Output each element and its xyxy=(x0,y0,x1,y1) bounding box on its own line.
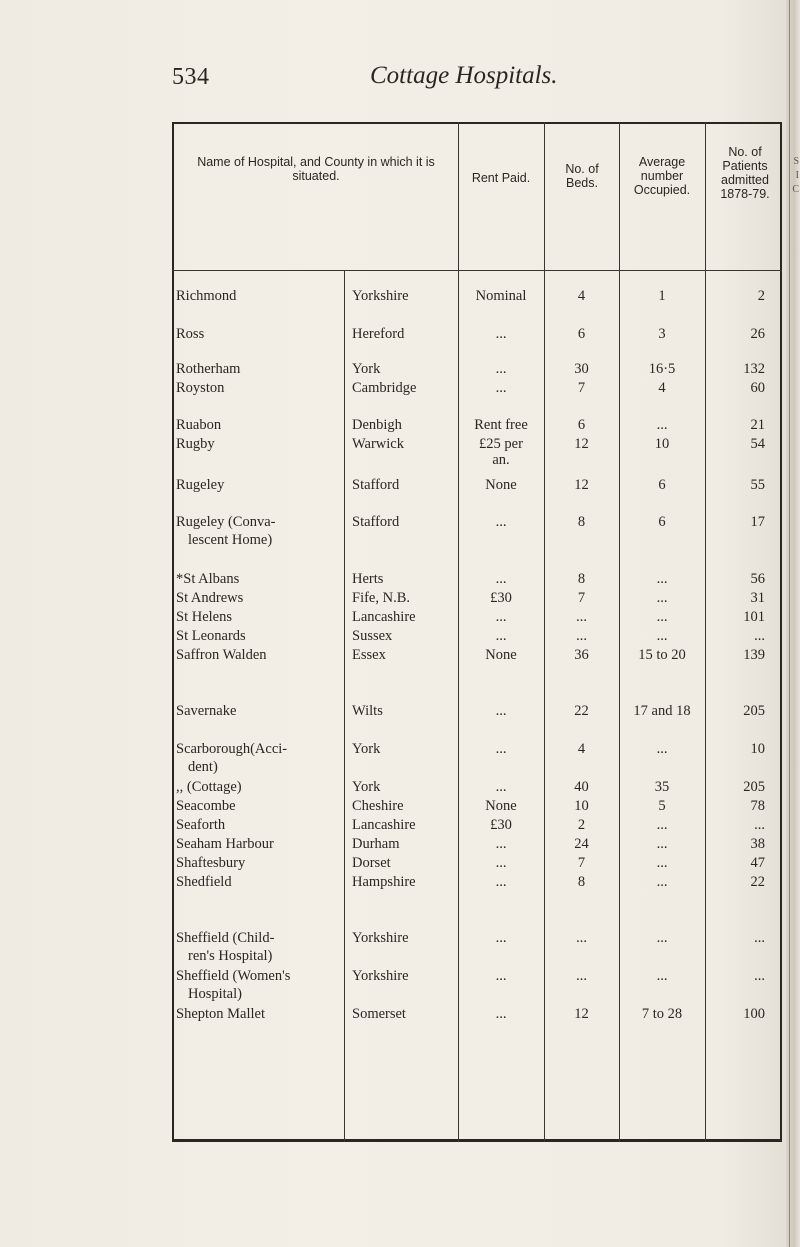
beds: 12 xyxy=(574,1006,589,1022)
patients-admitted: 21 xyxy=(750,417,765,433)
rent-paid: ... xyxy=(495,1006,507,1022)
beds: 40 xyxy=(574,779,589,795)
beds: ... xyxy=(576,968,587,984)
county: Cheshire xyxy=(352,798,404,814)
patients-admitted: 10 xyxy=(750,741,765,757)
average-occupied: 10 xyxy=(654,436,670,452)
rent-paid: ... xyxy=(495,609,507,625)
beds: ... xyxy=(576,628,587,644)
county: Sussex xyxy=(352,628,393,644)
patients-admitted: 132 xyxy=(743,361,765,377)
patients-admitted: ... xyxy=(754,930,765,946)
hospital-name: Rugeley (Conva- xyxy=(176,514,276,530)
county: Wilts xyxy=(352,703,383,719)
patients-admitted: 54 xyxy=(750,436,765,452)
table-row xyxy=(0,968,800,986)
average-occupied: 4 xyxy=(658,380,666,396)
hospital-name-continued: lescent Home) xyxy=(188,532,273,548)
hospital-name: *St Albans xyxy=(176,571,240,587)
table-row xyxy=(0,874,800,892)
hospital-name: Seacombe xyxy=(176,798,236,814)
average-occupied: ... xyxy=(656,930,668,946)
beds: 24 xyxy=(574,836,589,852)
table-row xyxy=(0,647,800,665)
hospital-name: Scarborough(Acci- xyxy=(176,741,288,757)
table-row xyxy=(0,326,800,344)
county: Denbigh xyxy=(352,417,402,433)
patients-admitted: 17 xyxy=(750,514,765,530)
table-row xyxy=(0,361,800,379)
hospital-name: Sheffield (Women's xyxy=(176,968,291,984)
county: York xyxy=(352,741,381,757)
hospital-name-continued: dent) xyxy=(188,759,218,775)
county: Warwick xyxy=(352,436,404,452)
average-occupied: ... xyxy=(656,836,668,852)
county: Yorkshire xyxy=(352,968,409,984)
table-row xyxy=(0,609,800,627)
rent-paid: ... xyxy=(495,703,507,719)
table-row xyxy=(0,477,800,495)
patients-admitted: ... xyxy=(754,817,765,833)
average-occupied: 1 xyxy=(658,288,666,304)
rent-paid: £30 xyxy=(490,590,512,606)
hospital-name: Richmond xyxy=(176,288,237,304)
county: York xyxy=(352,779,381,795)
beds: 36 xyxy=(574,647,589,663)
hospital-name: St Helens xyxy=(176,609,232,625)
hospital-name: Rugeley xyxy=(176,477,225,493)
average-occupied: 15 to 20 xyxy=(638,647,686,663)
table-row xyxy=(0,628,800,646)
beds: 8 xyxy=(577,514,586,530)
hospital-name: Rugby xyxy=(176,436,215,452)
county: Yorkshire xyxy=(352,288,409,304)
patients-admitted: 2 xyxy=(757,288,765,304)
running-title: Cottage Hospitals. xyxy=(370,62,558,89)
hospital-name: Ruabon xyxy=(176,417,222,433)
table-row xyxy=(0,571,800,589)
table-row xyxy=(0,798,800,816)
hospital-name: Shepton Mallet xyxy=(176,1006,266,1022)
rent-paid: ... xyxy=(495,571,507,587)
margin-bleed-letter: I xyxy=(795,170,799,181)
rent-paid: None xyxy=(485,647,517,663)
beds: 8 xyxy=(577,571,586,587)
average-occupied: ... xyxy=(656,571,668,587)
rent-paid: £30 xyxy=(490,817,512,833)
header-divider xyxy=(172,270,782,271)
rent-paid: ... xyxy=(495,779,507,795)
average-occupied: 17 and 18 xyxy=(633,703,691,719)
margin-bleed-letter: C xyxy=(792,184,799,195)
county: Yorkshire xyxy=(352,930,409,946)
rent-paid: ... xyxy=(495,380,507,396)
patients-admitted: 38 xyxy=(750,836,765,852)
rent-paid: Nominal xyxy=(475,288,527,304)
patients-admitted: 139 xyxy=(743,647,765,663)
county: Somerset xyxy=(352,1006,406,1022)
average-occupied: ... xyxy=(656,741,668,757)
patients-admitted: 47 xyxy=(750,855,765,871)
rent-paid: ... xyxy=(495,930,507,946)
page-number: 534 xyxy=(172,64,210,90)
rent-paid: Rent free xyxy=(474,417,528,433)
hospital-name: Royston xyxy=(176,380,225,396)
average-occupied: ... xyxy=(656,855,668,871)
county: Cambridge xyxy=(352,380,417,396)
average-occupied: 6 xyxy=(658,477,666,493)
hospital-name: Ross xyxy=(176,326,205,342)
average-occupied: 5 xyxy=(658,798,666,814)
patients-admitted: 22 xyxy=(750,874,765,890)
hospital-name-continued: Hospital) xyxy=(188,986,242,1002)
hospital-name: Sheffield (Child- xyxy=(176,930,275,946)
average-occupied: 3 xyxy=(658,326,666,342)
table-row xyxy=(0,703,800,721)
table-row xyxy=(0,288,800,306)
beds: 30 xyxy=(574,361,589,377)
table-row xyxy=(0,930,800,948)
table-row xyxy=(0,836,800,854)
beds: 4 xyxy=(577,288,586,304)
county: Lancashire xyxy=(352,817,416,833)
header-occupied: Average number Occupied. xyxy=(633,155,691,197)
beds: 6 xyxy=(577,417,586,433)
header-admitted: No. of Patients admitted 1878-79. xyxy=(720,145,770,201)
county: Durham xyxy=(352,836,400,852)
rent-paid-continued: an. xyxy=(492,452,510,468)
patients-admitted: 205 xyxy=(743,779,765,795)
header-name-county: Name of Hospital, and County in which it is situated. xyxy=(197,155,435,183)
table-row xyxy=(0,380,800,398)
county: Herts xyxy=(352,571,384,587)
beds: 8 xyxy=(577,874,586,890)
table-row xyxy=(0,855,800,873)
patients-admitted: 31 xyxy=(750,590,765,606)
beds: 6 xyxy=(577,326,586,342)
rent-paid: ... xyxy=(495,361,507,377)
county: Hampshire xyxy=(352,874,416,890)
average-occupied: ... xyxy=(656,817,668,833)
average-occupied: ... xyxy=(656,609,668,625)
rent-paid: ... xyxy=(495,326,507,342)
county: Hereford xyxy=(352,326,405,342)
beds: 7 xyxy=(577,380,586,396)
hospital-name-continued: ren's Hospital) xyxy=(188,948,273,964)
table-row xyxy=(0,779,800,797)
table-row xyxy=(0,1006,800,1024)
hospital-name: Rotherham xyxy=(176,361,241,377)
beds: 2 xyxy=(577,817,586,833)
margin-bleed-letter: S xyxy=(793,156,799,167)
county: Essex xyxy=(352,647,386,663)
hospital-name: Shaftesbury xyxy=(176,855,246,871)
rent-paid: ... xyxy=(495,514,507,530)
beds: ... xyxy=(576,609,587,625)
table-row xyxy=(0,514,800,532)
patients-admitted: 205 xyxy=(743,703,765,719)
patients-admitted: 56 xyxy=(750,571,765,587)
patients-admitted: 100 xyxy=(743,1006,765,1022)
rent-paid: ... xyxy=(495,968,507,984)
average-occupied: ... xyxy=(656,417,668,433)
patients-admitted: 101 xyxy=(743,609,765,625)
county: Lancashire xyxy=(352,609,416,625)
table-row xyxy=(0,817,800,835)
hospital-name: St Leonards xyxy=(176,628,246,644)
rent-paid: None xyxy=(485,798,517,814)
average-occupied: 7 to 28 xyxy=(641,1006,683,1022)
table-row xyxy=(0,590,800,608)
beds: 10 xyxy=(574,798,589,814)
beds: 7 xyxy=(577,855,586,871)
beds: 22 xyxy=(574,703,589,719)
average-occupied: 6 xyxy=(658,514,666,530)
hospital-name: ,, (Cottage) xyxy=(176,779,242,795)
county: Stafford xyxy=(352,514,400,530)
table-row xyxy=(0,741,800,759)
beds: 4 xyxy=(577,741,586,757)
hospital-name: Seaforth xyxy=(176,817,226,833)
hospital-name: Saffron Walden xyxy=(176,647,267,663)
average-occupied: 35 xyxy=(654,779,670,795)
average-occupied: ... xyxy=(656,628,668,644)
patients-admitted: 60 xyxy=(750,380,765,396)
county: Fife, N.B. xyxy=(352,590,410,606)
average-occupied: ... xyxy=(656,590,668,606)
hospital-name: Shedfield xyxy=(176,874,232,890)
rent-paid: ... xyxy=(495,741,507,757)
beds: 7 xyxy=(577,590,586,606)
rent-paid: ... xyxy=(495,874,507,890)
rent-paid: ... xyxy=(495,628,507,644)
rent-paid: £25 per xyxy=(479,436,523,452)
rent-paid: ... xyxy=(495,836,507,852)
county: Dorset xyxy=(352,855,391,871)
table-row xyxy=(0,417,800,435)
header-beds: No. of Beds. xyxy=(565,162,599,190)
county: York xyxy=(352,361,381,377)
patients-admitted: 78 xyxy=(750,798,765,814)
header-rent: Rent Paid. xyxy=(471,171,531,185)
rent-paid: ... xyxy=(495,855,507,871)
patients-admitted: 55 xyxy=(750,477,765,493)
average-occupied: ... xyxy=(656,968,668,984)
patients-admitted: ... xyxy=(754,628,765,644)
beds: ... xyxy=(576,930,587,946)
beds: 12 xyxy=(574,436,589,452)
patients-admitted: ... xyxy=(754,968,765,984)
beds: 12 xyxy=(574,477,589,493)
hospital-name: Savernake xyxy=(176,703,237,719)
average-occupied: ... xyxy=(656,874,668,890)
rent-paid: None xyxy=(485,477,517,493)
hospital-name: Seaham Harbour xyxy=(176,836,274,852)
table-row xyxy=(0,436,800,454)
hospital-name: St Andrews xyxy=(176,590,244,606)
patients-admitted: 26 xyxy=(750,326,765,342)
average-occupied: 16·5 xyxy=(648,361,676,377)
county: Stafford xyxy=(352,477,400,493)
